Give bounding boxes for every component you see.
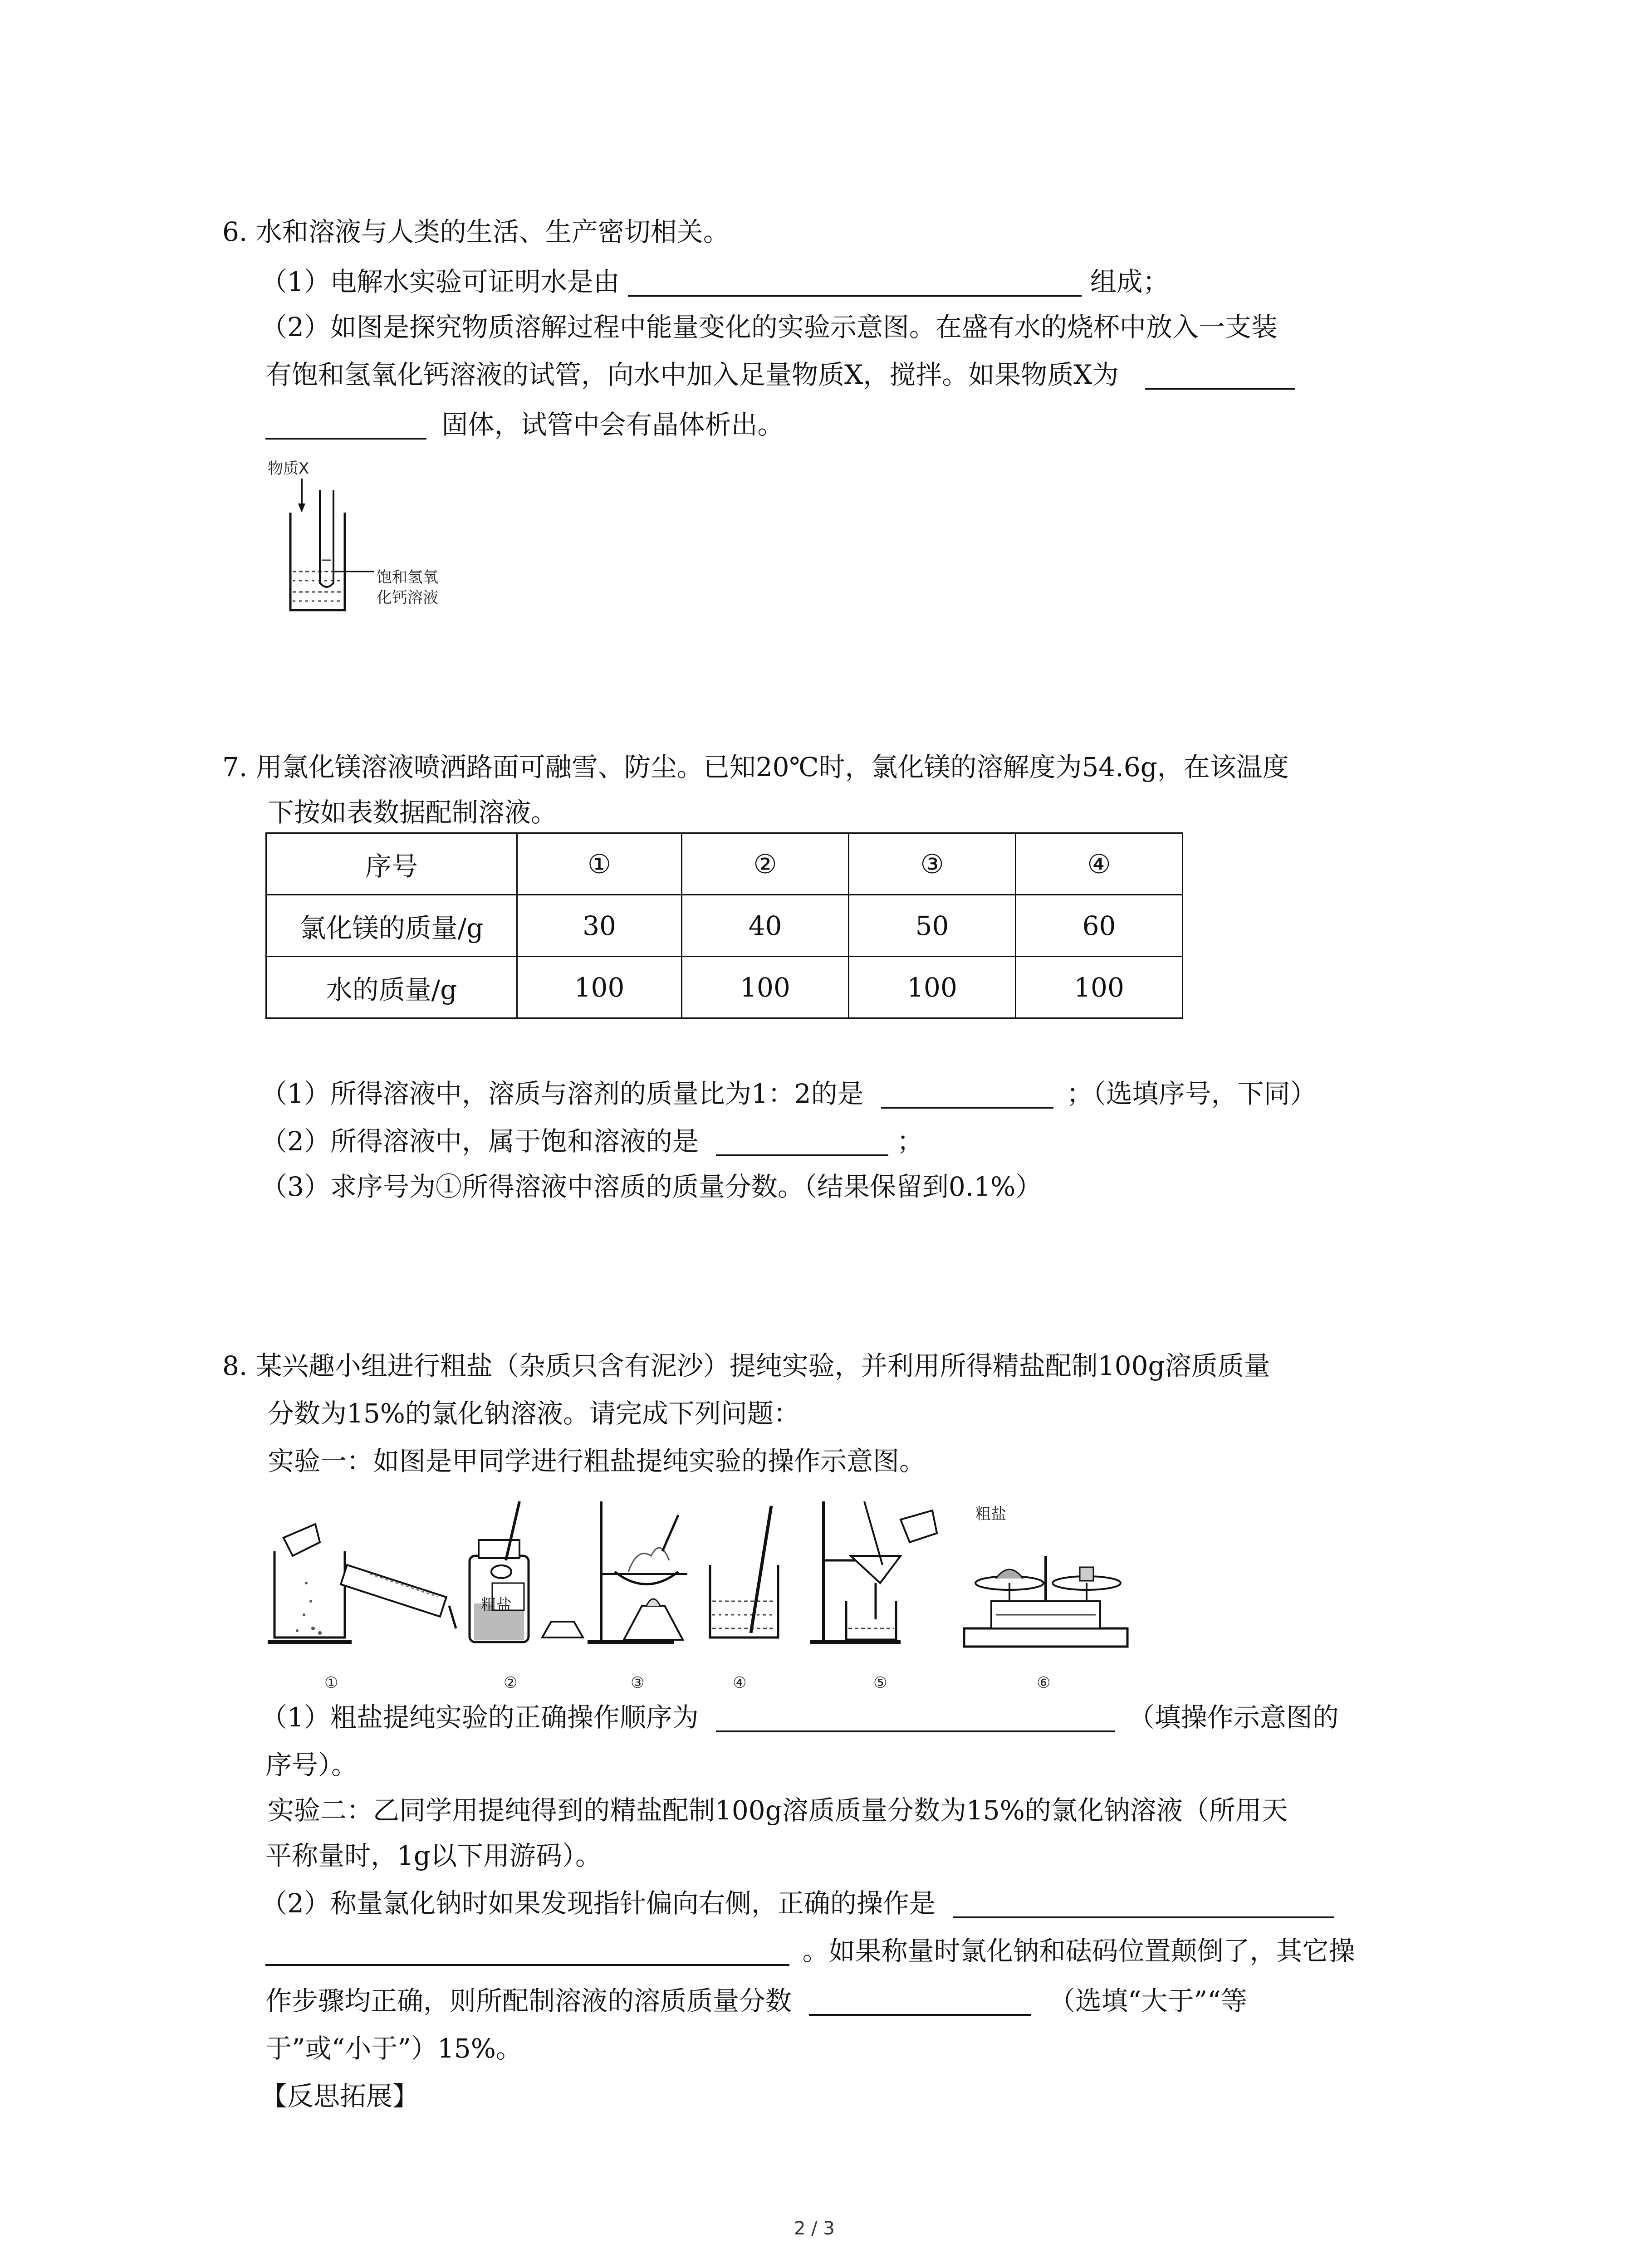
q6-part2-line1: （2）如图是探究物质溶解过程中能量变化的实验示意图。在盛有水的烧杯中放入一支装	[261, 312, 1278, 342]
q8-part2-tail: （选填“大于”“等	[1048, 1985, 1247, 2016]
page-number: 2 / 3	[794, 2218, 835, 2239]
q6-part2-line2	[265, 361, 1295, 390]
q6-part1	[261, 268, 1169, 297]
q8-experiment2-line1: 实验二：乙同学用提纯得到的精盐配制100g溶质质量分数为15%的氯化钠溶液（所用天	[268, 1795, 1288, 1826]
q7-answer-blank-1[interactable]	[881, 1081, 1053, 1109]
table-cell: 氯化镁的质量/g	[266, 895, 517, 957]
table-header-cell: ②	[682, 833, 849, 895]
q8-answer-blank-3[interactable]	[809, 1989, 1031, 2016]
q7-stem-line1: 7. 用氯化镁溶液喷洒路面可融雪、防尘。已知20℃时，氯化镁的溶解度为54.6g，在该温度	[222, 752, 1289, 782]
q8-part1-cont: 序号）。	[265, 1750, 358, 1780]
q7-stem-line2: 下按如表数据配制溶液。	[268, 797, 558, 828]
q8-fig-text-salt-balance: 粗盐	[975, 1505, 1006, 1523]
table-header-cell: 序号	[266, 833, 517, 895]
table-header-cell: ①	[517, 833, 682, 895]
q8-stem-line1: 8. 某兴趣小组进行粗盐（杂质只含有泥沙）提纯实验，并利用所得精盐配制100g溶质质量	[222, 1350, 1270, 1381]
table-cell: 50	[849, 895, 1016, 957]
table-cell: 60	[1016, 895, 1183, 957]
q8-part2-line4: 于”或“小于”）15%。	[265, 2033, 522, 2064]
q8-answer-blank-2a[interactable]	[953, 1891, 1334, 1918]
table-header-row	[266, 833, 1183, 895]
q6-answer-blank-2a[interactable]	[1145, 362, 1295, 390]
q7-data-table	[265, 832, 1183, 1019]
q8-part2-text: （2）称量氯化钠时如果发现指针偏向右侧，正确的操作是	[261, 1888, 936, 1919]
q8-answer-blank-2b[interactable]	[265, 1939, 789, 1966]
q6-part2-tail: 固体，试管中会有晶体析出。	[441, 409, 784, 440]
q8-part1-text: （1）粗盐提纯实验的正确操作顺序为	[261, 1702, 699, 1733]
operation-2-bottle-drawing	[470, 1501, 583, 1642]
q7-part2-tail: ；	[896, 1126, 923, 1157]
q8-reflection-heading: 【反思拓展】	[261, 2081, 419, 2112]
q6-answer-blank-1[interactable]	[628, 269, 1082, 297]
q7-answer-blank-2[interactable]	[716, 1129, 888, 1156]
operation-6-balance-drawing	[964, 1556, 1127, 1647]
q8-fig-label-6: ⑥	[1037, 1674, 1051, 1692]
table-cell: 40	[682, 895, 849, 957]
q8-fig-label-4: ④	[733, 1674, 747, 1692]
q8-part2-line3	[265, 1987, 1247, 2016]
q7-part2	[261, 1127, 923, 1156]
q8-fig-label-2: ②	[504, 1674, 518, 1692]
q8-fig-label-5: ⑤	[873, 1674, 887, 1692]
q8-part2-text2: 作步骤均正确，则所配制溶液的溶质质量分数	[265, 1985, 792, 2016]
q8-fig-text-salt-bottle: 粗盐	[481, 1596, 512, 1614]
q6-fig-label-x: 物质X	[268, 459, 309, 478]
operation-2-cylinder-drawing	[341, 1565, 456, 1628]
q7-part1-tail: ；（选填序号，下同）	[1066, 1078, 1317, 1109]
beaker-drawing	[268, 456, 458, 651]
q8-stem-line2: 分数为15%的氯化钠溶液。请完成下列问题：	[268, 1398, 800, 1429]
table-row	[266, 957, 1183, 1018]
q8-part1	[261, 1703, 1339, 1732]
operation-5-filtration-drawing	[810, 1501, 937, 1642]
q6-stem: 6. 水和溶液与人类的生活、生产密切相关。	[222, 216, 730, 247]
table-cell: 100	[849, 957, 1016, 1018]
operation-3-evaporation-drawing	[588, 1501, 687, 1642]
q6-part1-text: （1）电解水实验可证明水是由	[261, 266, 620, 297]
operation-1-drawing	[268, 1524, 352, 1642]
q6-fig-label-solution-1: 饱和氢氧	[377, 568, 438, 587]
table-header-cell: ③	[849, 833, 1016, 895]
q7-part1	[261, 1080, 1317, 1109]
table-row	[266, 895, 1183, 957]
q8-part2-line1	[261, 1889, 1334, 1918]
table-header-cell: ④	[1016, 833, 1183, 895]
q6-beaker-figure	[268, 456, 458, 651]
q6-part2-text: 有饱和氢氧化钙溶液的试管，向水中加入足量物质X，搅拌。如果物质X为	[265, 359, 1119, 390]
q8-operations-figure	[265, 1492, 1150, 1701]
q6-fig-label-solution-2: 化钙溶液	[377, 589, 438, 607]
q8-experiment2-line2: 平称量时，1g以下用游码）。	[265, 1840, 602, 1871]
q6-answer-blank-2b[interactable]	[265, 412, 426, 440]
table-cell: 100	[1016, 957, 1183, 1018]
q8-answer-blank-1[interactable]	[716, 1705, 1115, 1732]
table-cell: 30	[517, 895, 682, 957]
q8-part1-tail: （填操作示意图的	[1128, 1702, 1339, 1733]
operation-4-dissolving-drawing	[710, 1506, 778, 1637]
table-cell: 水的质量/g	[266, 957, 517, 1018]
q8-part2-mid: 。如果称量时氯化钠和砝码位置颠倒了，其它操	[802, 1936, 1355, 1966]
q7-part2-text: （2）所得溶液中，属于饱和溶液的是	[261, 1126, 699, 1157]
q7-part1-text: （1）所得溶液中，溶质与溶剂的质量比为1：2的是	[261, 1078, 864, 1109]
q8-part2-line2	[265, 1937, 1355, 1966]
q6-part1-tail: 组成；	[1090, 266, 1169, 297]
q6-part2-line3	[265, 411, 784, 440]
table-cell: 100	[682, 957, 849, 1018]
q8-fig-label-1: ①	[324, 1674, 338, 1692]
lab-operations-drawing	[265, 1492, 1150, 1701]
q8-experiment1: 实验一：如图是甲同学进行粗盐提纯实验的操作示意图。	[268, 1446, 926, 1476]
table-cell: 100	[517, 957, 682, 1018]
q7-part3: （3）求序号为①所得溶液中溶质的质量分数。（结果保留到0.1%）	[261, 1171, 1042, 1202]
q8-fig-label-3: ③	[631, 1674, 645, 1692]
